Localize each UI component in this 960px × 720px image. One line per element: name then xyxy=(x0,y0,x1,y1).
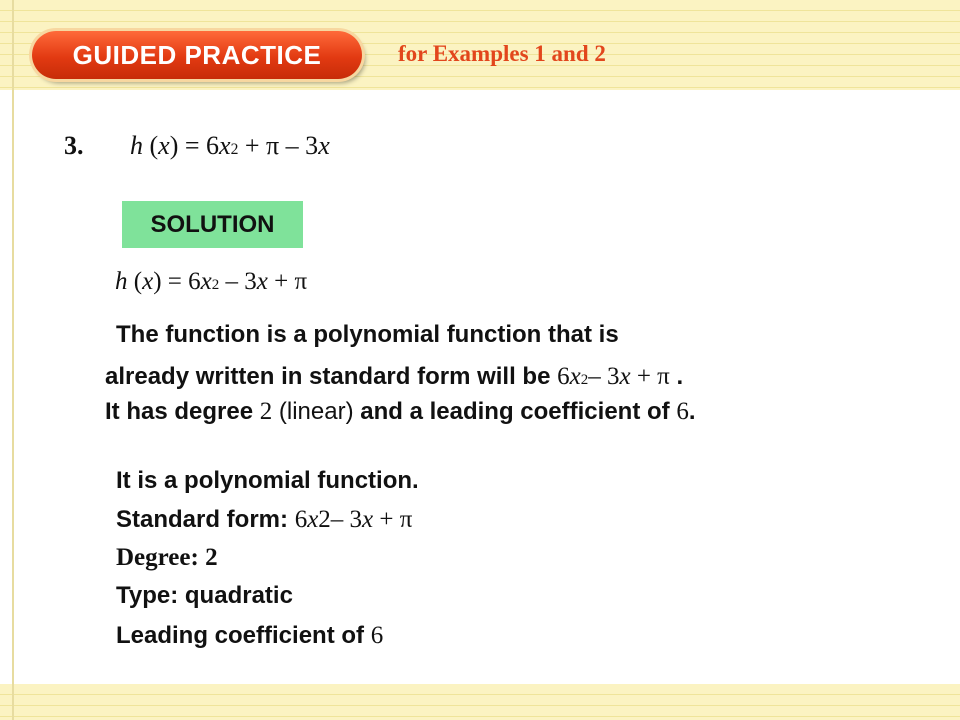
explanation-line-2: already written in standard form will be $6x^2-$ 3x + π . xyxy=(105,363,684,390)
summary-is-polynomial: It is a polynomial function. xyxy=(116,467,419,494)
summary-leading-coefficient: Leading coefficient of 6 xyxy=(116,622,384,649)
explanation-line-3: It has degree 2 (linear) and a leading coefficient of 6. xyxy=(105,398,696,425)
margin-rule xyxy=(12,0,14,720)
problem-expression: h $(x) = 6x^2 + \pi - 3x$ xyxy=(130,131,330,160)
guided-practice-label: GUIDED PRACTICE xyxy=(72,39,322,70)
solution-expression: h $(x) = 6x^2 - 3x + \pi$ xyxy=(115,268,308,295)
solution-badge xyxy=(122,201,303,248)
explanation-line-1: The function is a polynomial function that is xyxy=(116,321,619,348)
summary-type: Type: quadratic xyxy=(116,582,293,609)
problem-number: 3. xyxy=(64,131,84,160)
summary-standard-form: Standard form: 6x2– 3x + π xyxy=(116,506,413,533)
solution-label: SOLUTION xyxy=(150,210,275,238)
examples-reference: for Examples 1 and 2 xyxy=(398,41,606,66)
footer-band xyxy=(0,684,960,720)
guided-practice-badge xyxy=(32,31,362,79)
summary-degree: Degree: 2 xyxy=(116,544,218,571)
